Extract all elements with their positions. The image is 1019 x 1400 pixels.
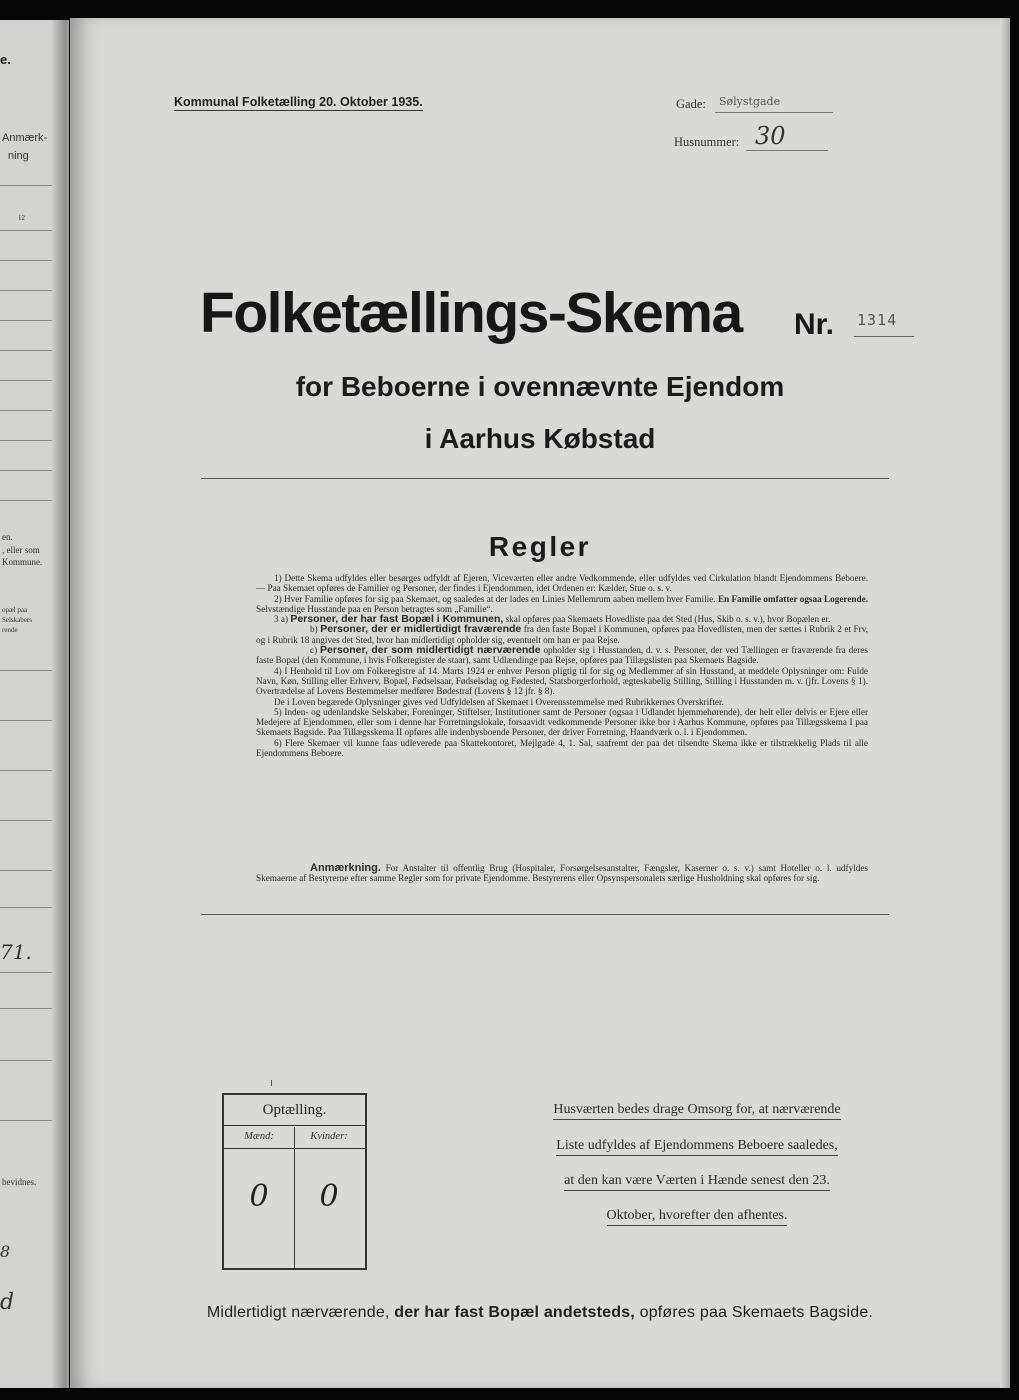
notice-line — [522, 1102, 872, 1118]
count-women-column — [294, 1127, 364, 1268]
count-men-value: 0 — [249, 1179, 269, 1214]
tick-mark — [271, 1080, 272, 1086]
left-page-handwriting: d — [0, 1290, 15, 1315]
left-page-rule — [0, 320, 52, 321]
rule-emphasis: Personer, der har fast Bopæl i Kommunen, — [290, 613, 504, 626]
rules-body — [256, 573, 868, 758]
count-women-value: 0 — [319, 1179, 339, 1214]
left-page-fragment: , eller som — [2, 545, 40, 555]
left-page-rule — [0, 350, 52, 351]
rule-paragraph-1: 1) Dette Skema udfyldes eller besørges udfyldt af Ejeren, Viceværten eller andre Vedkommende, eller udfyldes ved Cirkulation blandt Ejendommens Beboere. — Paa Skemaet opføres de Familier og Personer, der findes i Ejendommen, idet Ordenen er: Kælder, Stue o. s. v. — [256, 573, 868, 594]
left-page-fragment: ning — [8, 150, 29, 162]
left-page-fragment: opæl paa — [2, 606, 28, 614]
remark-text: For Anstalter til offentlig Brug (Hospitaler, Forsørgelsesanstalter, Fængsler, Kaserner o. s. v.) samt Hoteller o. l. udfyldes Skemaerne af Bestyrerne efter samme Regler som for private Ejendomme. Bestyrerens eller Opsynspersonalets særlige Husholdning skal opføres for sig. — [256, 863, 869, 884]
left-page-rule — [0, 1120, 52, 1121]
left-page-rule — [0, 470, 52, 471]
rule-number: 3 a) — [274, 614, 289, 625]
remark — [256, 863, 868, 884]
left-page-rule — [0, 820, 52, 821]
left-page-handwriting: 71. — [0, 940, 32, 964]
count-women-label: Kvinder: — [310, 1131, 348, 1142]
left-page-fragment: en. — [2, 532, 13, 542]
footer-emphasis: der har fast Bopæl andetsteds, — [394, 1304, 635, 1321]
page-gutter — [52, 20, 66, 1388]
rule-text: Selvstændige Husstande paa en Person betragtes som „Familie“. — [256, 603, 493, 614]
left-page-rule — [0, 870, 52, 871]
notice-text: at den kan være Værten i Hænde senest den 23. — [564, 1173, 830, 1191]
rule-paragraph-3c — [256, 645, 868, 666]
street-underline — [715, 112, 833, 113]
notice-text: Oktober, hvorefter den afhentes. — [607, 1208, 788, 1226]
rule-text: skal opføres paa Skemaets Hovedliste paa det Sted (Hus, Skib o. s. v.), hvor Bopælen er. — [505, 614, 831, 625]
left-page-rule — [0, 907, 52, 908]
form-number-label: Nr. — [794, 308, 835, 341]
left-page-fragment: Kommune. — [2, 557, 43, 567]
rule-paragraph-4: 4) I Henhold til Lov om Folkeregistre af 14. Marts 1924 er enhver Person pligtig til for sig og Medlemmer af sin Husstand, at meddele Oplysninger om: Fulde Navn, Køn, Stilling eller Erhverv, Bopæl, Fødselsaar, Fødselsdag og Fødested, Statsborgerforhold, ægteskabelig Stilling, Stilling i Husstanden m. v. (jfr. Lovens § 1). Overtrædelse af Lovens Bestemmelser medfører Bødestraf (Lovens § 12 jfr. § 8). — [256, 665, 868, 697]
left-page-handwriting: 8 — [0, 1242, 11, 1261]
rule-text: fra den faste Bopæl i Kommunen, opføres paa Hovedlisten, men der sættes i Rubrik 2 et Frv, og i Rubrik 18 angives det Sted, hvor han midlertidigt opholder sig, eventuelt om han er paa Rejse. — [256, 624, 869, 645]
rule-number: b) — [310, 624, 318, 635]
left-page-rule — [0, 770, 52, 771]
notice-text: Husværten bedes drage Omsorg for, at nærværende — [553, 1102, 840, 1120]
footer-text: opføres paa Skemaets Bagside. — [639, 1304, 874, 1321]
street-label: Gade: — [676, 97, 706, 111]
rule-emphasis: Personer, der som midlertidigt nærværende — [320, 644, 541, 657]
notice-line — [522, 1138, 872, 1154]
form-subtitle-2: i Aarhus Købstad — [424, 423, 656, 454]
previous-page-fragment — [0, 20, 69, 1388]
footer-note — [70, 1304, 1010, 1322]
left-page-rule — [0, 410, 52, 411]
house-number-value: 30 — [755, 122, 786, 150]
page-edge — [1000, 18, 1010, 1388]
left-page-rule — [0, 972, 52, 973]
rule-paragraph-6: 6) Flere Skemaer vil kunne faas udleverede paa Skattekontoret, Mejlgade 4, 1. Sal, saafremt der paa det tilsendte Skema ikke er tilstrækkelig Plads til alle Ejendommens Beboere. — [256, 737, 868, 759]
count-box — [222, 1093, 367, 1270]
left-page-fragment: rende — [2, 626, 18, 634]
form-subtitle-1: for Beboerne i ovennævnte Ejendom — [295, 371, 785, 402]
notice-line — [522, 1173, 872, 1189]
rule-paragraph-4b: De i Loven begærede Oplysninger gives ved Udfyldelsen af Skemaet i Overensstemmelse med Rubrikkernes Overskrifter. — [274, 696, 724, 707]
remark-label: Anmærkning. — [310, 862, 381, 874]
notice-text: Liste udfyldes af Ejendommens Beboere saaledes, — [556, 1138, 837, 1156]
rule-paragraph-3b — [256, 624, 868, 645]
census-title: Kommunal Folketælling 20. Oktober 1935. — [174, 95, 423, 109]
left-page-rule — [0, 440, 52, 441]
notice-line — [522, 1208, 872, 1224]
street-value: Sølystgade — [719, 95, 781, 108]
left-page-rule — [0, 670, 52, 671]
left-page-fragment: bevidnes. — [2, 1177, 37, 1187]
form-number-underline — [854, 336, 914, 337]
count-men-column — [224, 1127, 295, 1268]
footer-text: Midlertidigt nærværende, — [206, 1304, 390, 1321]
left-page-fragment: Anmærk- — [2, 132, 48, 144]
left-page-rule — [0, 380, 52, 381]
census-form-page — [70, 18, 1010, 1388]
left-page-rule — [0, 185, 52, 186]
rule-text: opholder sig i Husstanden, d. v. s. Personer, der ved Tællingen er fraværende fra deres faste Bopæl (den Kommune, i hvis Folkeregister de staar), samt Udlændinge paa Rejse, opføres paa Tillægslisten paa Skemaets Bagside. — [256, 645, 869, 666]
divider — [201, 914, 889, 915]
left-page-rule — [0, 1060, 52, 1061]
house-number-underline — [746, 150, 828, 151]
rule-text: 2) Hver Familie opføres for sig paa Skemaet, og saaledes at der lades en Linies Mellemrum aaben mellem hver Familie. — [274, 593, 716, 604]
count-men-label: Mænd: — [244, 1131, 274, 1142]
form-number-stamp: 1314 — [857, 311, 898, 329]
rule-number: c) — [310, 645, 318, 656]
rule-emphasis: Personer, der er midlertidigt fraværende — [320, 623, 522, 636]
left-page-fragment: 12 — [18, 214, 25, 222]
left-page-rule — [0, 230, 52, 231]
left-page-fragment: e. — [0, 52, 11, 67]
rule-emphasis: En Familie omfatter ogsaa Logerende. — [717, 593, 868, 604]
divider — [201, 478, 889, 479]
left-page-rule — [0, 500, 52, 501]
rule-paragraph-2 — [256, 594, 868, 615]
rules-heading: Regler — [488, 531, 592, 562]
left-page-rule — [0, 290, 52, 291]
left-page-rule — [0, 260, 52, 261]
left-page-fragment: Selskabers — [2, 616, 32, 624]
left-page-rule — [0, 720, 52, 721]
left-page-rule — [0, 1008, 52, 1009]
house-number-label: Husnummer: — [674, 135, 740, 149]
rule-paragraph-5: 5) Inden- og udenlandske Selskaber, Foreninger, Stiftelser, Institutioner samt de Personer (ogsaa i Udlandet hjemmehørende), der helt eller delvis er Ejere eller Medejere af Ejendommen, eller som i denne har Forretningslokale, forsaavidt vedkommende Personer ikke bor i Aarhus Kommune, opføres paa Tillægsskema I paa Skemaets Bagside. Paa Tillægsskema II opføres alle indenbysboende Personer, der driver Forretning, Haandværk o. l. i Ejendommen. — [256, 706, 868, 738]
count-title: Optælling. — [224, 1095, 365, 1126]
form-title: Folketællings-Skema — [200, 281, 742, 345]
